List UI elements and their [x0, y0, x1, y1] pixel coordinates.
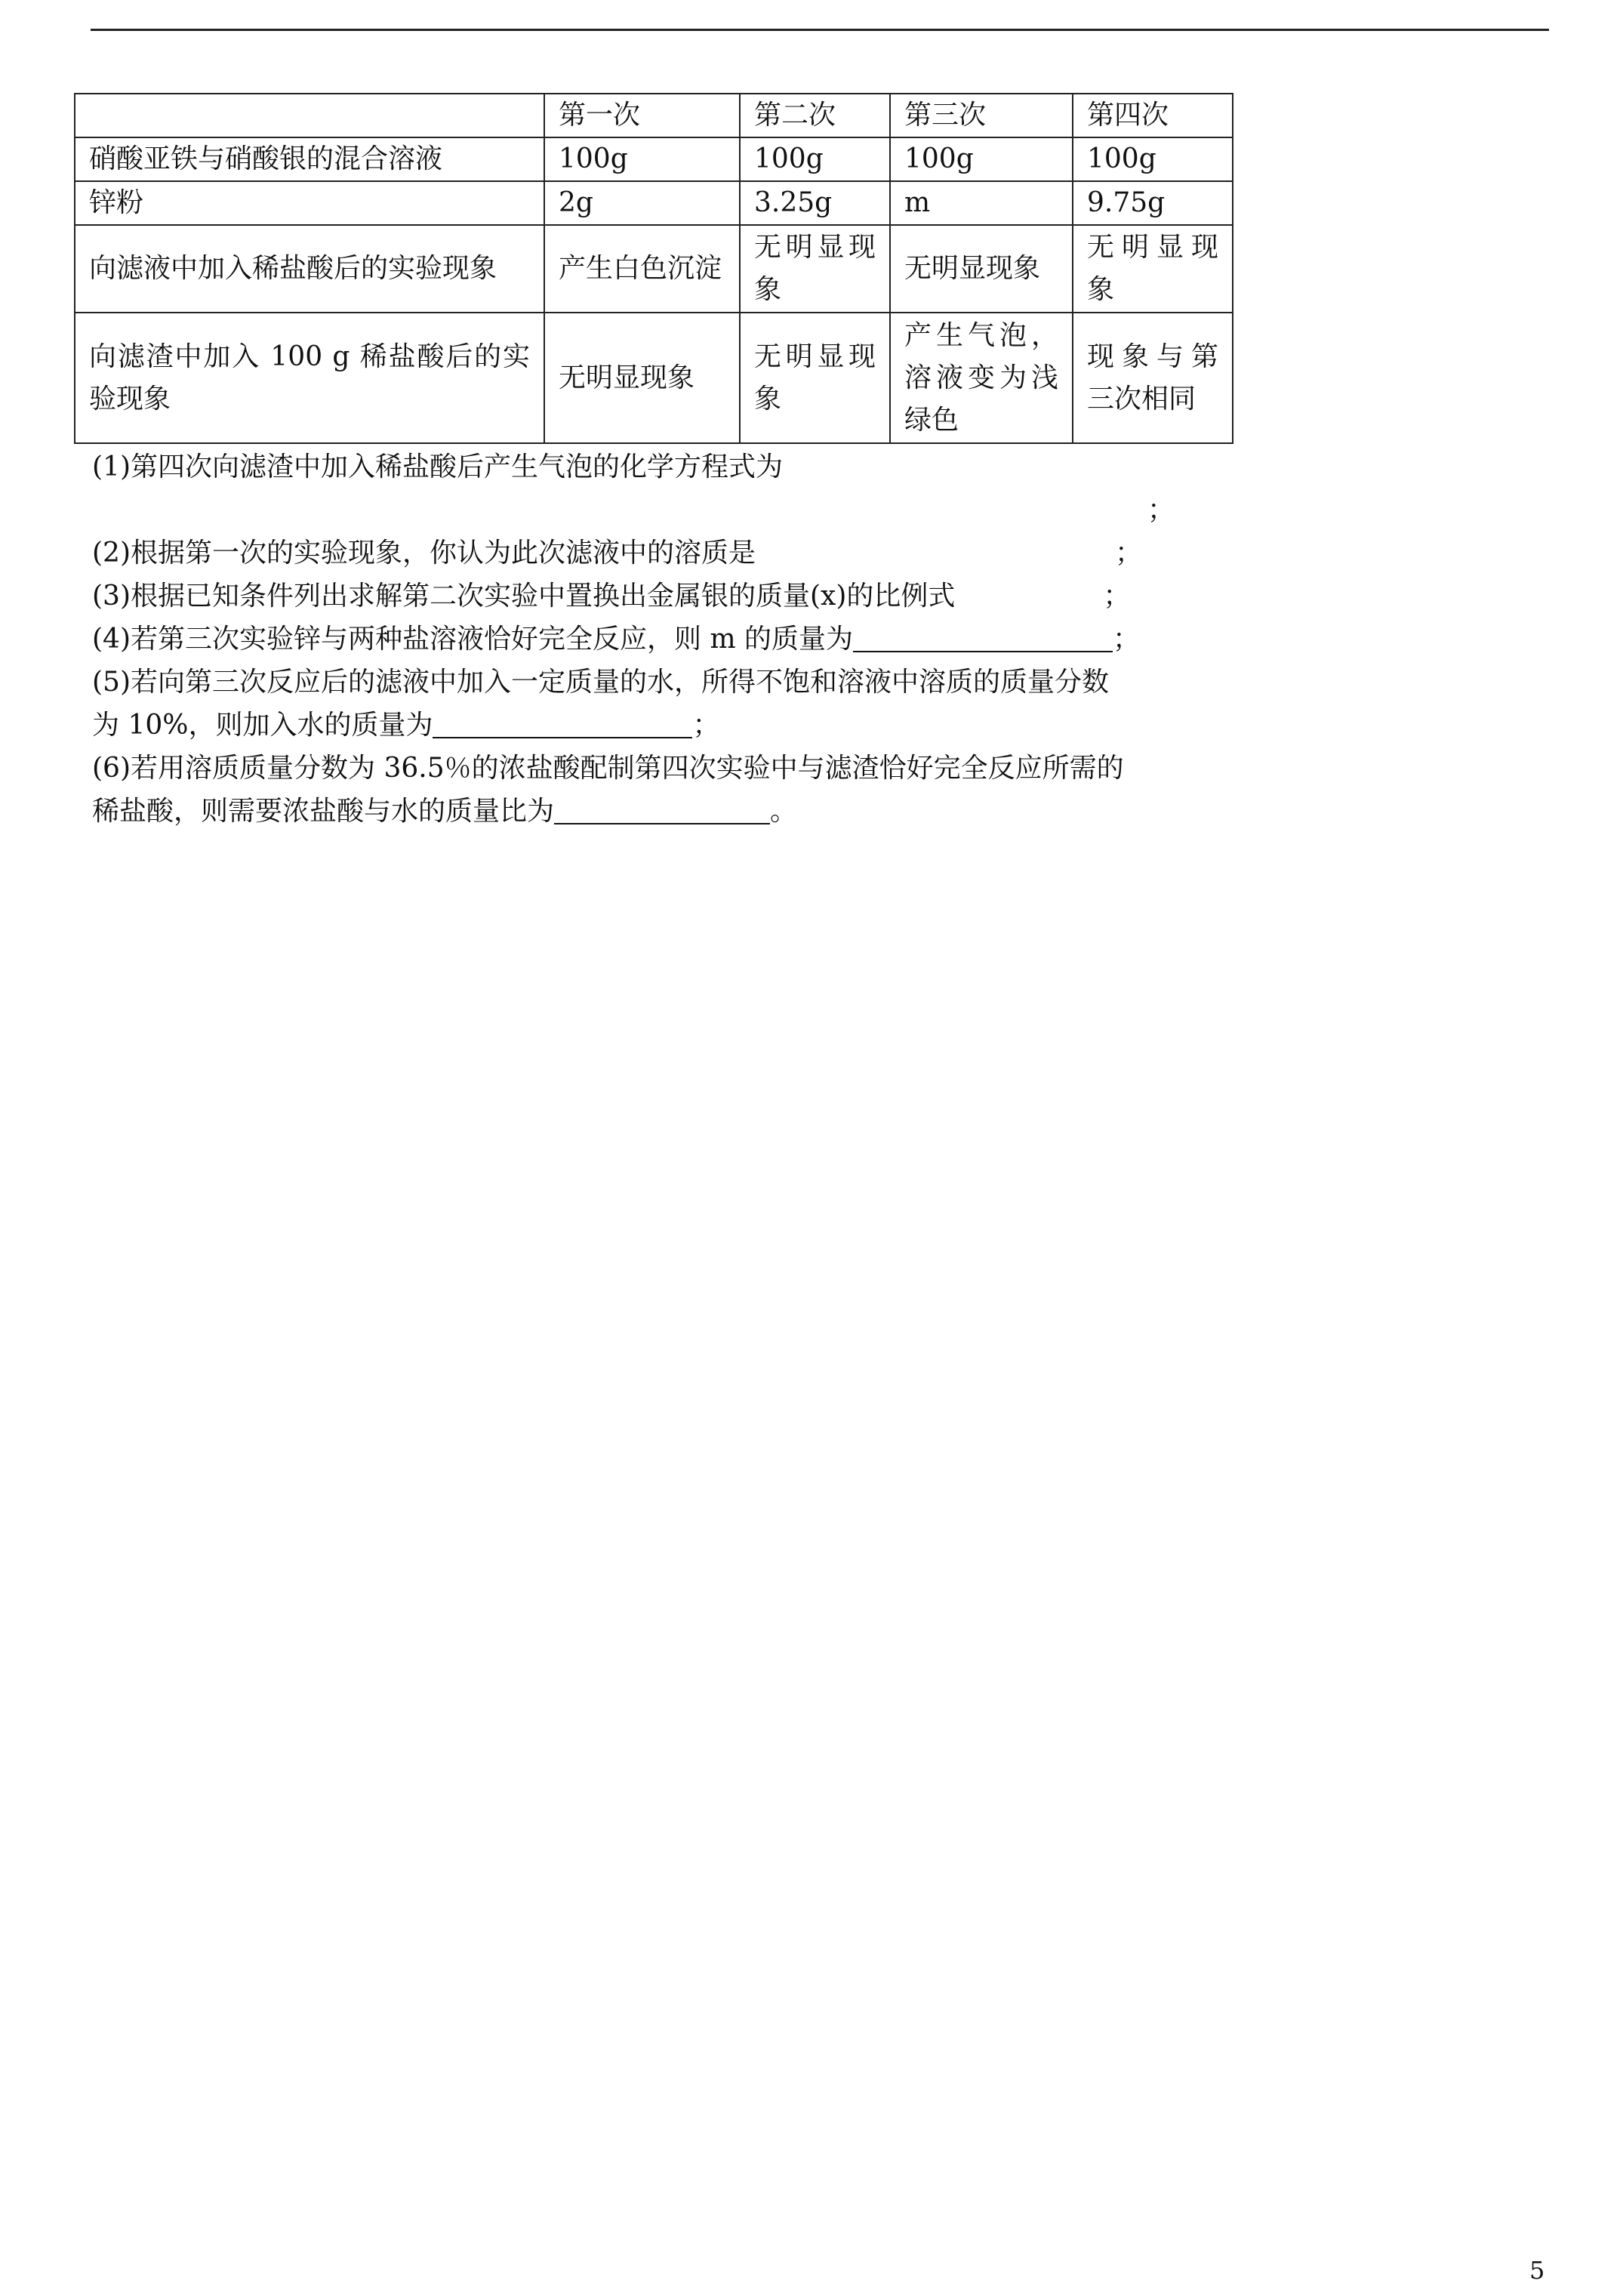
question-4: [92, 618, 1179, 661]
question-end-mark: ；: [1113, 624, 1141, 655]
answer-line: [92, 488, 1179, 532]
question-list: [92, 445, 1179, 833]
question-end-mark: 。: [770, 796, 798, 827]
table-header-cell: [75, 94, 544, 137]
page-number: 5: [1529, 2256, 1545, 2285]
table-row: [75, 313, 1233, 443]
question-2: [92, 532, 1179, 575]
table-row: [75, 137, 1233, 181]
table-cell: 无明显现象: [890, 225, 1073, 313]
table-row: [75, 181, 1233, 225]
question-1: [92, 445, 1179, 488]
question-end-mark: ；: [1103, 581, 1131, 612]
question-6-continued: [92, 790, 1179, 833]
question-text: 为 10%，则加入水的质量为: [92, 710, 433, 741]
table-cell: 无明显现象: [740, 225, 890, 313]
answer-blank[interactable]: [554, 793, 770, 824]
question-5: [92, 661, 1179, 704]
table-row-label: 向滤液中加入稀盐酸后的实验现象: [75, 225, 544, 313]
table-header-row: [75, 94, 1233, 137]
question-end-mark: ；: [692, 710, 720, 741]
table-header-cell: 第三次: [890, 94, 1073, 137]
table-cell: 现象与第三次相同: [1073, 313, 1233, 443]
table-cell: 产生气泡，溶液变为浅绿色: [890, 313, 1073, 443]
answer-blank[interactable]: [433, 707, 692, 738]
table-row-label: 锌粉: [75, 181, 544, 225]
table-row: [75, 225, 1233, 313]
question-text: (3)根据已知条件列出求解第二次实验中置换出金属银的质量(x)的比例式: [92, 581, 956, 612]
table-cell: 2g: [544, 181, 740, 225]
table-row-label: 硝酸亚铁与硝酸银的混合溶液: [75, 137, 544, 181]
table-cell: 100g: [1073, 137, 1233, 181]
question-text: (6)若用溶质质量分数为 36.5％的浓盐酸配制第四次实验中与滤渣恰好完全反应所需的: [92, 753, 1124, 784]
question-6: [92, 747, 1179, 790]
answer-blank[interactable]: [853, 621, 1113, 652]
question-end-mark: ；: [1115, 538, 1143, 569]
experiment-table: [74, 93, 1233, 444]
table-cell: 无明显现象: [544, 313, 740, 443]
table-header-cell: 第一次: [544, 94, 740, 137]
table-cell: 无明显现象: [740, 313, 890, 443]
question-end-mark: ；: [1147, 495, 1175, 525]
table-header-cell: 第二次: [740, 94, 890, 137]
table-cell: 100g: [740, 137, 890, 181]
question-text: 稀盐酸，则需要浓盐酸与水的质量比为: [92, 796, 555, 827]
table-cell: 无明显现象: [1073, 225, 1233, 313]
question-5-continued: [92, 704, 1179, 747]
question-3: [92, 575, 1179, 618]
table-cell: 100g: [890, 137, 1073, 181]
table-cell: 产生白色沉淀: [544, 225, 740, 313]
header-rule: [91, 29, 1549, 31]
table-header-cell: 第四次: [1073, 94, 1233, 137]
table-cell: m: [890, 181, 1073, 225]
table-cell: 3.25g: [740, 181, 890, 225]
table-cell: 9.75g: [1073, 181, 1233, 225]
question-text: (4)若第三次实验锌与两种盐溶液恰好完全反应，则 m 的质量为: [92, 624, 854, 655]
table-row-label: 向滤渣中加入 100 g 稀盐酸后的实验现象: [75, 313, 544, 443]
question-text: (5)若向第三次反应后的滤液中加入一定质量的水，所得不饱和溶液中溶质的质量分数: [92, 667, 1109, 698]
table-cell: 100g: [544, 137, 740, 181]
question-text: (1)第四次向滤渣中加入稀盐酸后产生气泡的化学方程式为: [92, 451, 783, 482]
question-text: (2)根据第一次的实验现象，你认为此次滤液中的溶质是: [92, 538, 756, 569]
